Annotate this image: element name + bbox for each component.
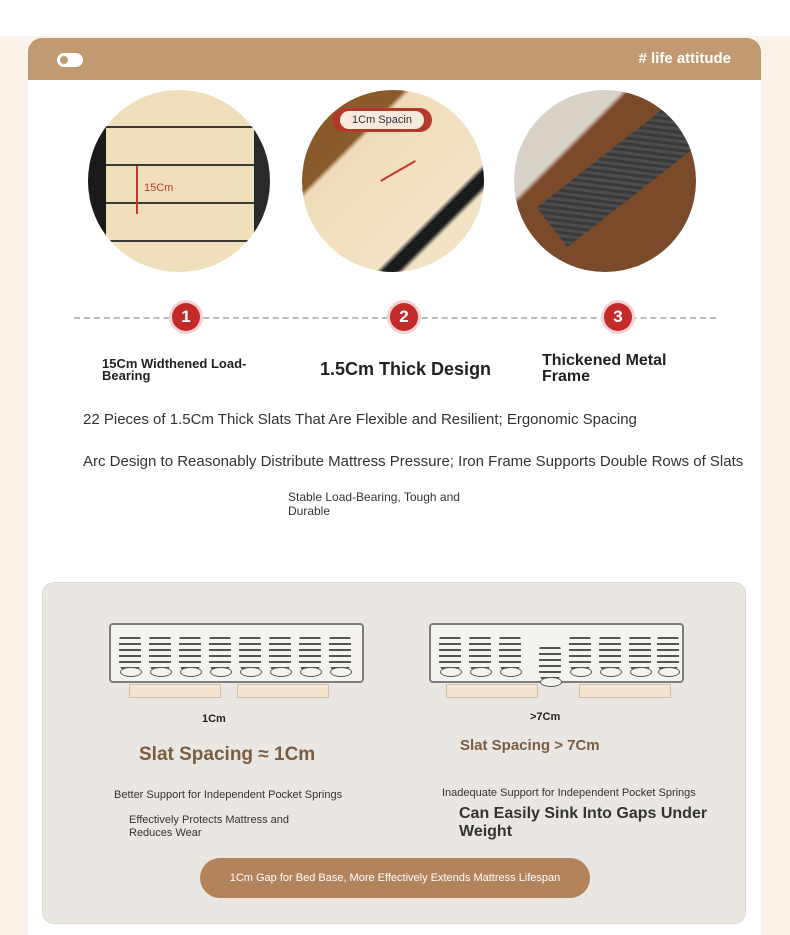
comparison-panel (42, 582, 746, 924)
sunken-spring-icon (539, 643, 561, 683)
mattress-diagram-good (109, 623, 364, 683)
mattress-diagram-bad (429, 623, 684, 683)
spacing-pill-label: 1Cm Spacin (340, 111, 424, 129)
spring-icon (629, 633, 651, 673)
slat-thickness-image (302, 90, 484, 272)
lifespan-banner-button[interactable]: 1Cm Gap for Bed Base, More Effectively Extends Mattress Lifespan (200, 858, 590, 898)
slat (579, 684, 671, 698)
slat (237, 684, 329, 698)
thickness-marker (380, 160, 416, 182)
spring-icon (469, 633, 491, 673)
description-line-1: 22 Pieces of 1.5Cm Thick Slats That Are Flexible and Resilient; Ergonomic Spacing (83, 411, 637, 428)
dimension-marker (136, 166, 138, 214)
good-spacing-line-1: Better Support for Independent Pocket Springs (114, 789, 343, 801)
spring-icon (269, 633, 291, 673)
step-1-badge: 1 (172, 303, 200, 331)
slat (129, 684, 221, 698)
spring-icon (299, 633, 321, 673)
gap-label-bad: >7Cm (530, 711, 561, 723)
slat (446, 684, 538, 698)
spring-icon (149, 633, 171, 673)
feature-1-title: 15Cm Widthened Load-Bearing (102, 356, 247, 383)
spring-icon (209, 633, 231, 673)
product-card (28, 38, 761, 935)
step-2-badge: 2 (390, 303, 418, 331)
header-banner (28, 38, 761, 80)
bad-spacing-title: Slat Spacing > 7Cm (460, 737, 600, 754)
bad-spacing-line-1: Inadequate Support for Independent Pocket Springs (442, 787, 696, 799)
spring-icon (657, 633, 679, 673)
good-spacing-line-2: Effectively Protects Mattress and Reduces Wear (129, 814, 289, 839)
good-spacing-title: Slat Spacing ≈ 1Cm (139, 744, 316, 765)
feature-2-title: 1.5Cm Thick Design (320, 359, 492, 379)
spring-icon (569, 633, 591, 673)
spring-icon (119, 633, 141, 673)
spring-icon (499, 633, 521, 673)
description-line-2: Arc Design to Reasonably Distribute Mattress Pressure; Iron Frame Supports Double Rows of Slats (83, 453, 744, 470)
metal-bar (537, 103, 696, 247)
banner-tag: # life attitude (638, 50, 731, 67)
step-3-badge: 3 (604, 303, 632, 331)
spring-icon (239, 633, 261, 673)
gap-label-good: 1Cm (202, 713, 226, 725)
spring-icon (439, 633, 461, 673)
spacing-pill (332, 108, 432, 132)
feature-3-title: Thickened Metal Frame (542, 352, 667, 385)
metal-frame-image (514, 90, 696, 272)
toggle-icon[interactable] (57, 53, 83, 67)
slat-width-image (88, 90, 270, 272)
dimension-label: 15Cm (144, 182, 174, 194)
spring-icon (599, 633, 621, 673)
spring-icon (329, 633, 351, 673)
bad-spacing-line-2: Can Easily Sink Into Gaps Under Weight (459, 805, 708, 840)
description-line-3: Stable Load-Bearing, Tough and Durable (288, 490, 460, 518)
spring-icon (179, 633, 201, 673)
top-strip (0, 0, 790, 36)
